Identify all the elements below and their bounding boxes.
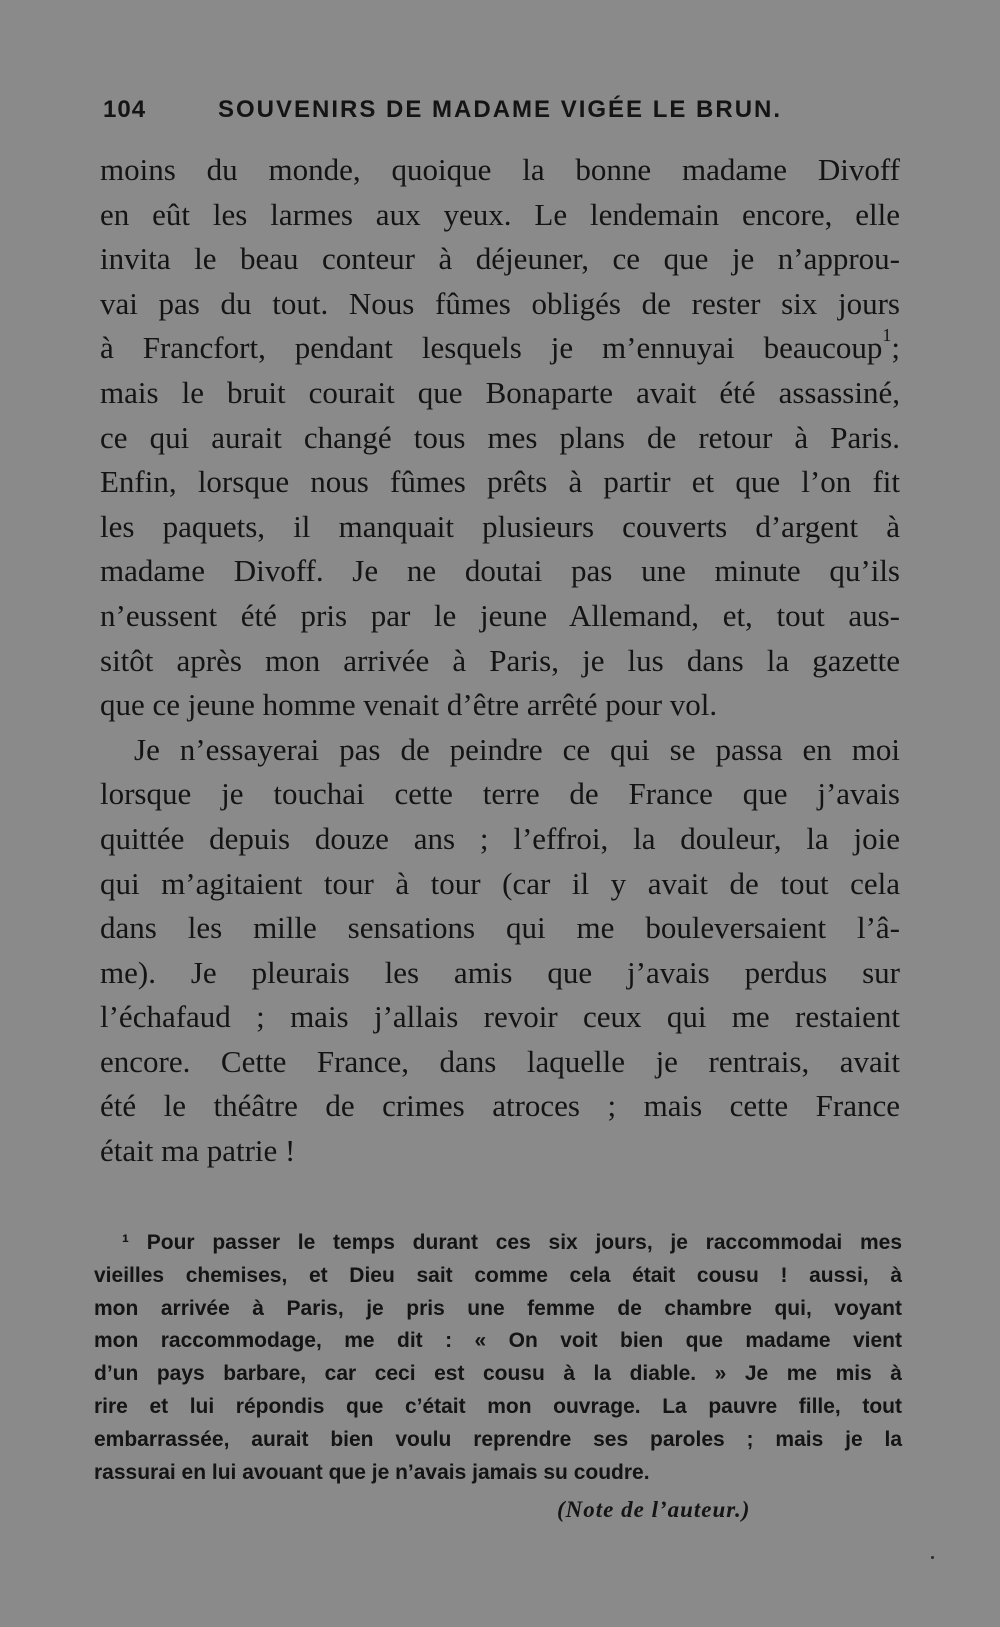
footnote-line: rire et lui répondis que c’était mon ouvrage. La pauvre fille, tout: [94, 1394, 902, 1418]
footnote-reference-suffix: ;: [891, 330, 900, 366]
text-line-with-footnote: [100, 326, 900, 371]
text-line: lorsque je touchai cette terre de France que j’avais: [100, 776, 900, 812]
running-title: SOUVENIRS DE MADAME VIGÉE LE BRUN.: [218, 96, 783, 123]
text-line: encore. Cette France, dans laquelle je rentrais, avait: [100, 1043, 900, 1079]
text-line: invita le beau conteur à déjeuner, ce que je n’approu-: [100, 241, 900, 277]
footnote-line: mon raccommodage, me dit : « On voit bien que madame vient: [94, 1329, 902, 1353]
footnote-reference[interactable]: 1: [882, 325, 892, 346]
footnote: [94, 1227, 902, 1489]
footnote-attribution: (Note de l’auteur.): [557, 1497, 751, 1522]
footnote-line: vieilles chemises, et Dieu sait comme cela était cousu ! aussi, à: [94, 1263, 902, 1287]
paragraph-first-line: Je n’essayerai pas de peindre ce qui se passa en moi: [134, 731, 900, 767]
text-line: me). Je pleurais les amis que j’avais perdus sur: [100, 954, 900, 990]
text-line: l’échafaud ; mais j’allais revoir ceux qui me restaient: [100, 999, 900, 1035]
running-header: [103, 96, 903, 136]
text-line: madame Divoff. Je ne doutai pas une minute qu’ils: [100, 553, 900, 589]
main-text: [100, 148, 900, 1174]
text-line: les paquets, il manquait plusieurs couverts d’argent à: [100, 508, 900, 544]
text-line: que ce jeune homme venait d’être arrêté pour vol.: [100, 687, 718, 723]
text-line: qui m’agitaient tour à tour (car il y avait de tout cela: [100, 865, 900, 901]
text-line: moins du monde, quoique la bonne madame Divoff: [100, 152, 900, 187]
text-line: en eût les larmes aux yeux. Le lendemain encore, elle: [100, 196, 900, 232]
text-line: n’eussent été pris par le jeune Allemand, et, tout aus-: [100, 597, 900, 633]
print-speck: [931, 1556, 934, 1559]
text-line: mais le bruit courait que Bonaparte avait été assassiné,: [100, 374, 900, 410]
footnote-line: ¹ Pour passer le temps durant ces six jours, je raccommodai mes: [122, 1231, 902, 1254]
footnote-line: d’un pays barbare, car ceci est cousu à la diable. » Je me mis à: [94, 1362, 902, 1386]
text-line: vai pas du tout. Nous fûmes obligés de rester six jours: [100, 285, 900, 321]
text-line: était ma patrie !: [100, 1133, 296, 1169]
footnote-line: rassurai en lui avouant que je n’avais jamais su coudre.: [94, 1460, 650, 1484]
text-line: dans les mille sensations qui me bouleversaient l’â-: [100, 910, 900, 946]
text-line: été le théâtre de crimes atroces ; mais cette France: [100, 1088, 900, 1124]
text-line: sitôt après mon arrivée à Paris, je lus dans la gazette: [100, 642, 900, 678]
text-line-content: à Francfort, pendant lesquels je m’ennuyai beaucoup: [100, 330, 883, 366]
text-line: quittée depuis douze ans ; l’effroi, la douleur, la joie: [100, 820, 900, 856]
footnote-line: mon arrivée à Paris, je pris une femme de chambre qui, voyant: [94, 1296, 902, 1320]
text-line: Enfin, lorsque nous fûmes prêts à partir et que l’on fit: [100, 464, 900, 500]
page-number: 104: [103, 96, 147, 123]
footnote-line: embarrassée, aurait bien voulu reprendre ses paroles ; mais je la: [94, 1427, 902, 1451]
text-line: ce qui aurait changé tous mes plans de retour à Paris.: [100, 419, 900, 455]
